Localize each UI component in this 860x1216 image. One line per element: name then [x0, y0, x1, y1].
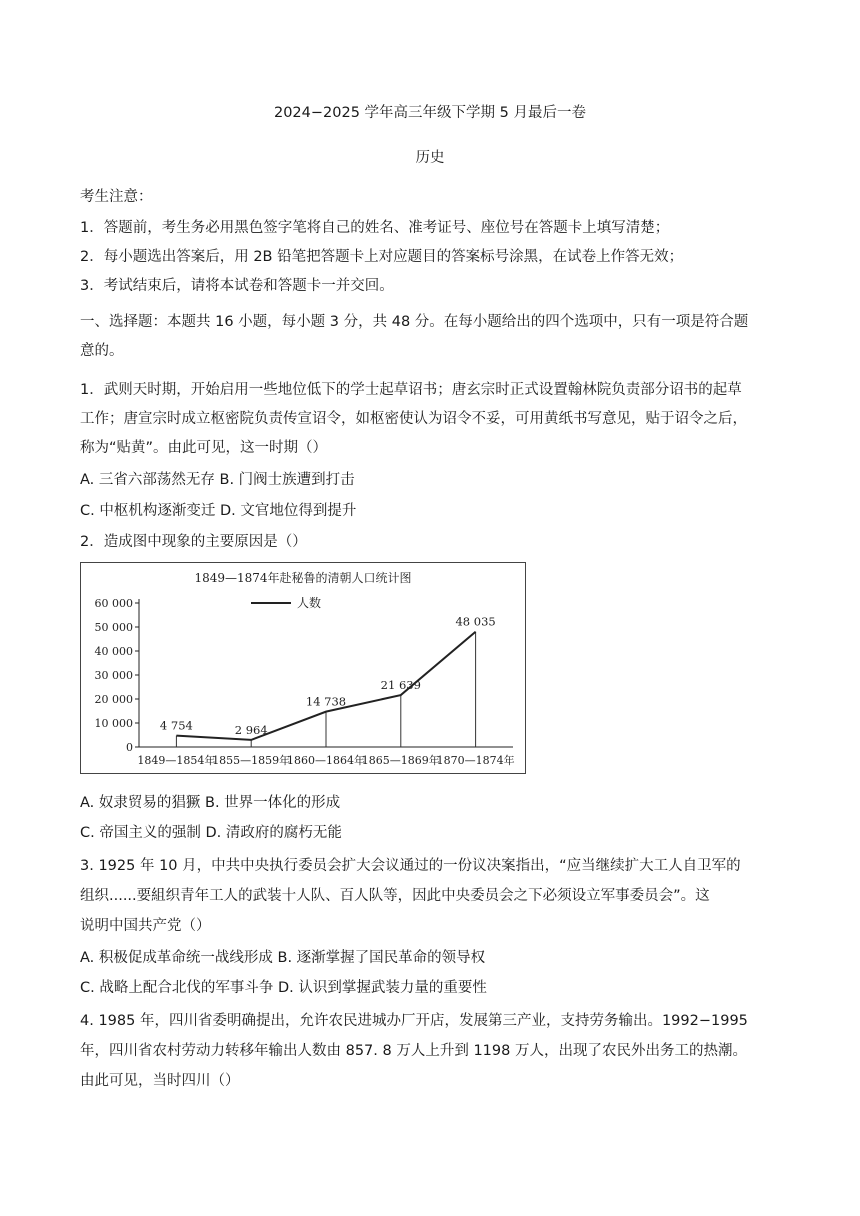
- question-4-text: 由此可见，当时四川（）: [80, 1073, 240, 1089]
- notice-heading: 考生注意：: [80, 189, 153, 205]
- question-1-text: 工作；唐宣宗时成立枢密院负责传宣诏令，如枢密使认为诏令不妥，可用黄纸书写意见，贴于诏令之后，: [80, 411, 747, 427]
- y-tick-label: 0: [126, 741, 133, 754]
- question-3-text: 3. 1925 年 10 月，中共中央执行委员会扩大会议通过的一份议决案指出，“应当继续扩大工人自卫军的: [80, 858, 741, 874]
- y-tick-label: 20 000: [94, 693, 133, 706]
- y-tick-label: 30 000: [94, 669, 133, 682]
- question-1-options: A. 三省六部荡然无存 B. 门阀士族遭到打击: [80, 472, 355, 488]
- question-4-text: 4. 1985 年，四川省委明确提出，允许农民进城办厂开店，发展第三产业，支持劳务输出。1992−1995: [80, 1013, 748, 1029]
- question-2-options: C. 帝国主义的强制 D. 清政府的腐朽无能: [80, 825, 342, 841]
- question-3-options: A. 积极促成革命统一战线形成 B. 逐渐掌握了国民革命的领导权: [80, 950, 486, 966]
- question-1-options: C. 中枢机构逐渐变迁 D. 文官地位得到提升: [80, 503, 357, 519]
- question-1-text: 称为“贴黄”。由此可见，这一时期（）: [80, 440, 328, 456]
- population-chart: [80, 562, 526, 774]
- question-2-options: A. 奴隶贸易的猖獗 B. 世界一体化的形成: [80, 795, 341, 811]
- section-heading-cont: 意的。: [80, 343, 124, 359]
- section-heading: 一、选择题：本题共 16 小题，每小题 3 分，共 48 分。在每小题给出的四个选项中，只有一项是符合题: [80, 314, 749, 330]
- data-label: 4 754: [159, 718, 193, 733]
- x-tick-label: 1870—1874年: [436, 754, 515, 767]
- question-2-text: 2．造成图中现象的主要原因是（）: [80, 534, 307, 550]
- subject-title: 历史: [415, 150, 445, 166]
- x-tick-label: 1860—1864年: [287, 754, 365, 767]
- x-tick-label: 1849—1854年: [137, 754, 216, 767]
- chart-title: 1849—1874年赴秘鲁的清朝人口统计图: [194, 571, 412, 585]
- data-label: 48 035: [455, 614, 496, 629]
- question-1-text: 1．武则天时期，开始启用一些地位低下的学士起草诏书；唐玄宗时正式设置翰林院负责部分诏书的起草: [80, 382, 742, 398]
- y-tick-label: 10 000: [94, 717, 133, 730]
- data-label: 2 964: [234, 722, 268, 737]
- data-label: 14 738: [305, 694, 347, 709]
- y-tick-label: 60 000: [94, 597, 133, 610]
- question-3-text: 组织......要組织青年工人的武装十人队、百人队等，因此中央委员会之下必须设立军事委员会”。这: [80, 888, 710, 904]
- question-4-text: 年，四川省农村劳动力转移年输出人数由 857. 8 万人上升到 1198 万人，出现了农民外出务工的热潮。: [80, 1043, 747, 1059]
- notice-item: 2．每小题选出答案后，用 2B 铅笔把答题卡上对应题目的答案标号涂黑，在试卷上作答无效；: [80, 249, 684, 265]
- notice-item: 3．考试结束后，请将本试卷和答题卡一并交回。: [80, 278, 394, 294]
- exam-title: 2024−2025 学年高三年级下学期 5 月最后一卷: [273, 105, 586, 121]
- legend-label: 人数: [297, 596, 322, 610]
- x-tick-label: 1855—1859年: [212, 754, 291, 767]
- y-tick-label: 40 000: [94, 645, 133, 658]
- x-tick-label: 1865—1869年: [361, 754, 440, 767]
- y-tick-label: 50 000: [94, 621, 133, 634]
- data-label: 21 639: [380, 678, 421, 693]
- question-3-text: 说明中国共产党（）: [80, 918, 211, 934]
- notice-item: 1．答题前，考生务必用黑色签字笔将自己的姓名、准考证号、座位号在答题卡上填写清楚；: [80, 220, 670, 236]
- question-3-options: C. 战略上配合北伐的军事斗争 D. 认识到掌握武装力量的重要性: [80, 980, 487, 996]
